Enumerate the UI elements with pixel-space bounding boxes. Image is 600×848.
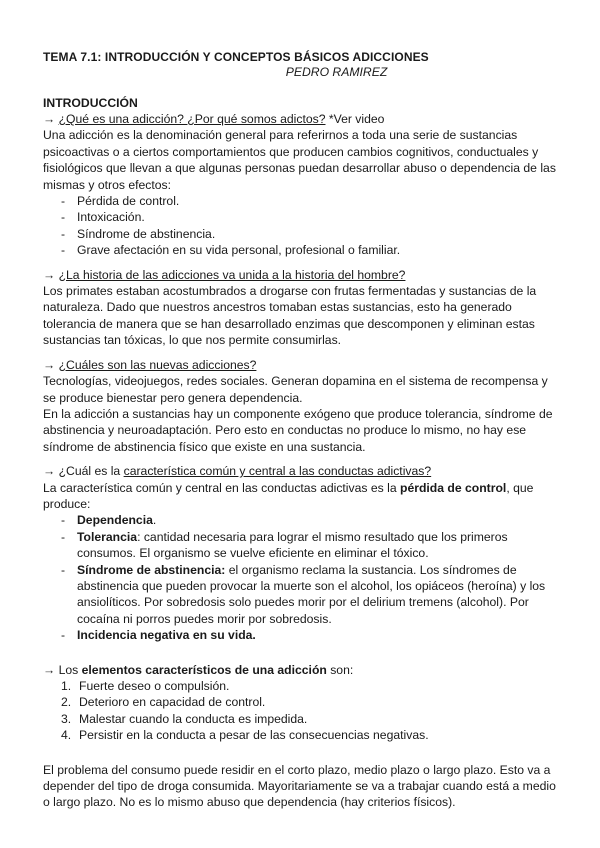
intro-paragraph: Una adicción es la denominación general para referirnos a toda una serie de sustancias psicoactivas o a ciertos comportamientos que producen cambios cognitivos, conductuales y fisiológicos que llevan a que algunas personas puedan desarrollar abuso o dependencia de las mismas y otros efectos:	[43, 128, 556, 192]
item-term: Síndrome de abstinencia:	[77, 562, 226, 577]
item-number: 3.	[61, 711, 72, 726]
effects-list	[43, 193, 560, 259]
arrow-icon: →	[43, 357, 56, 372]
consequences-list	[43, 512, 560, 643]
elements-heading	[43, 662, 560, 678]
item-number: 4.	[61, 728, 72, 743]
item-text: .	[152, 513, 157, 528]
arrow-icon: →	[43, 464, 56, 479]
section-heading-introduccion: INTRODUCCIÓN	[43, 96, 138, 110]
new-addictions-paragraph-1: Tecnologías, videojuegos, redes sociales. Generan dopamina en el sistema de recompensa y se produce bienestar pero genera dependencia.	[43, 374, 548, 405]
common-intro-text: La característica común y central en las conductas adictivas es la	[43, 480, 400, 495]
section-new-addictions	[43, 357, 560, 455]
elements-prefix: Los	[55, 662, 82, 677]
item-text: el organismo reclama la sustancia. Los síndromes de abstinencia que pueden provocar la muerte son el alcohol, los opiáceos (heroína) y los ansiolíticos. Por sobredosis solo puedes morir por el delirium tremens (alcohol). Por cocaína ni porros puedes morir por sobredosis.	[77, 562, 546, 626]
list-item: - Grave afectación en su vida personal, profesional o familiar.	[43, 242, 560, 258]
common-intro-paragraph	[43, 480, 560, 513]
question-note: *Ver video	[325, 112, 385, 126]
item-number: 1.	[61, 679, 72, 693]
common-intro-bold: pérdida de control	[400, 480, 507, 495]
list-item: - Intoxicación.	[43, 209, 560, 225]
list-item	[43, 727, 560, 743]
list-item	[43, 678, 560, 694]
question-prefix: ¿Cuál es la	[55, 464, 124, 479]
list-item	[43, 562, 560, 628]
document-author: PEDRO RAMIREZ	[285, 65, 388, 79]
conclusion-paragraph: El problema del consumo puede residir en el corto plazo, medio plazo o largo plazo. Esto va a depender del tipo de droga consumida. Mayoritariamente se va a trabajar cuando está a medio o largo plazo. No es lo mismo abuso que dependencia (hay criterios físicos).	[43, 762, 556, 810]
list-item	[43, 512, 560, 528]
history-paragraph: Los primates estaban acostumbrados a drogarse con frutas fermentadas y sustancias de la naturaleza. Dado que nuestros ancestros tomaban estas sustancias, esto ha generado tolerancia de manera que se han desarrollado enzimas que descomponen y eliminan estas sustancias tan tóxicas, lo que nos permite consumirlas.	[43, 284, 537, 348]
section-common-feature	[43, 463, 560, 643]
section-elements	[43, 662, 560, 744]
section-conclusion	[43, 762, 560, 811]
question-common-feature	[43, 463, 560, 479]
list-item	[43, 529, 560, 562]
list-item	[43, 627, 560, 643]
item-text: Malestar cuando la conducta es impedida.	[79, 711, 308, 726]
question-what-is-addiction	[43, 111, 560, 127]
item-text: Deterioro en capacidad de control.	[79, 695, 266, 710]
arrow-icon: →	[43, 662, 56, 677]
list-item	[43, 711, 560, 727]
elements-list	[43, 678, 560, 744]
list-item: - Síndrome de abstinencia.	[43, 226, 560, 242]
arrow-icon: →	[43, 267, 56, 282]
section-history	[43, 267, 560, 349]
item-text: Fuerte deseo o compulsión.	[79, 679, 230, 693]
item-term: Tolerancia	[77, 529, 138, 544]
question-text: ¿Cuáles son las nuevas adicciones?	[58, 357, 257, 372]
question-history	[43, 267, 560, 283]
question-new-addictions	[43, 357, 560, 373]
item-text: : cantidad necesaria para lograr el mismo resultado que los primeros consumos. El organismo se vuelve eficiente en eliminar el tóxico.	[77, 529, 508, 561]
item-term: Incidencia negativa en su vida.	[77, 628, 256, 643]
document-title: TEMA 7.1: INTRODUCCIÓN Y CONCEPTOS BÁSICOS ADICCIONES	[43, 50, 429, 64]
new-addictions-paragraph-2: En la adicción a sustancias hay un componente exógeno que produce tolerancia, síndrome de abstinencia y neuroadaptación. Pero esto en conductas no produce lo mismo, no hay ese síndrome de abstinencia físico que existe en una sustancia.	[43, 406, 553, 454]
elements-bold: elementos característicos de una adicción	[81, 662, 327, 677]
arrow-icon: →	[43, 112, 56, 126]
question-text: característica común y central a las conductas adictivas?	[123, 464, 432, 479]
question-text: ¿Qué es una adicción? ¿Por qué somos adictos?	[58, 112, 326, 126]
item-term: Dependencia	[77, 513, 153, 528]
item-text: Persistir en la conducta a pesar de las consecuencias negativas.	[79, 728, 429, 743]
item-number: 2.	[61, 695, 72, 710]
list-item: - Pérdida de control.	[43, 193, 560, 209]
common-intro-end: , que produce:	[43, 480, 534, 511]
elements-suffix: son:	[326, 662, 354, 677]
list-item	[43, 694, 560, 710]
question-text: ¿La historia de las adicciones va unida a la historia del hombre?	[58, 267, 406, 282]
